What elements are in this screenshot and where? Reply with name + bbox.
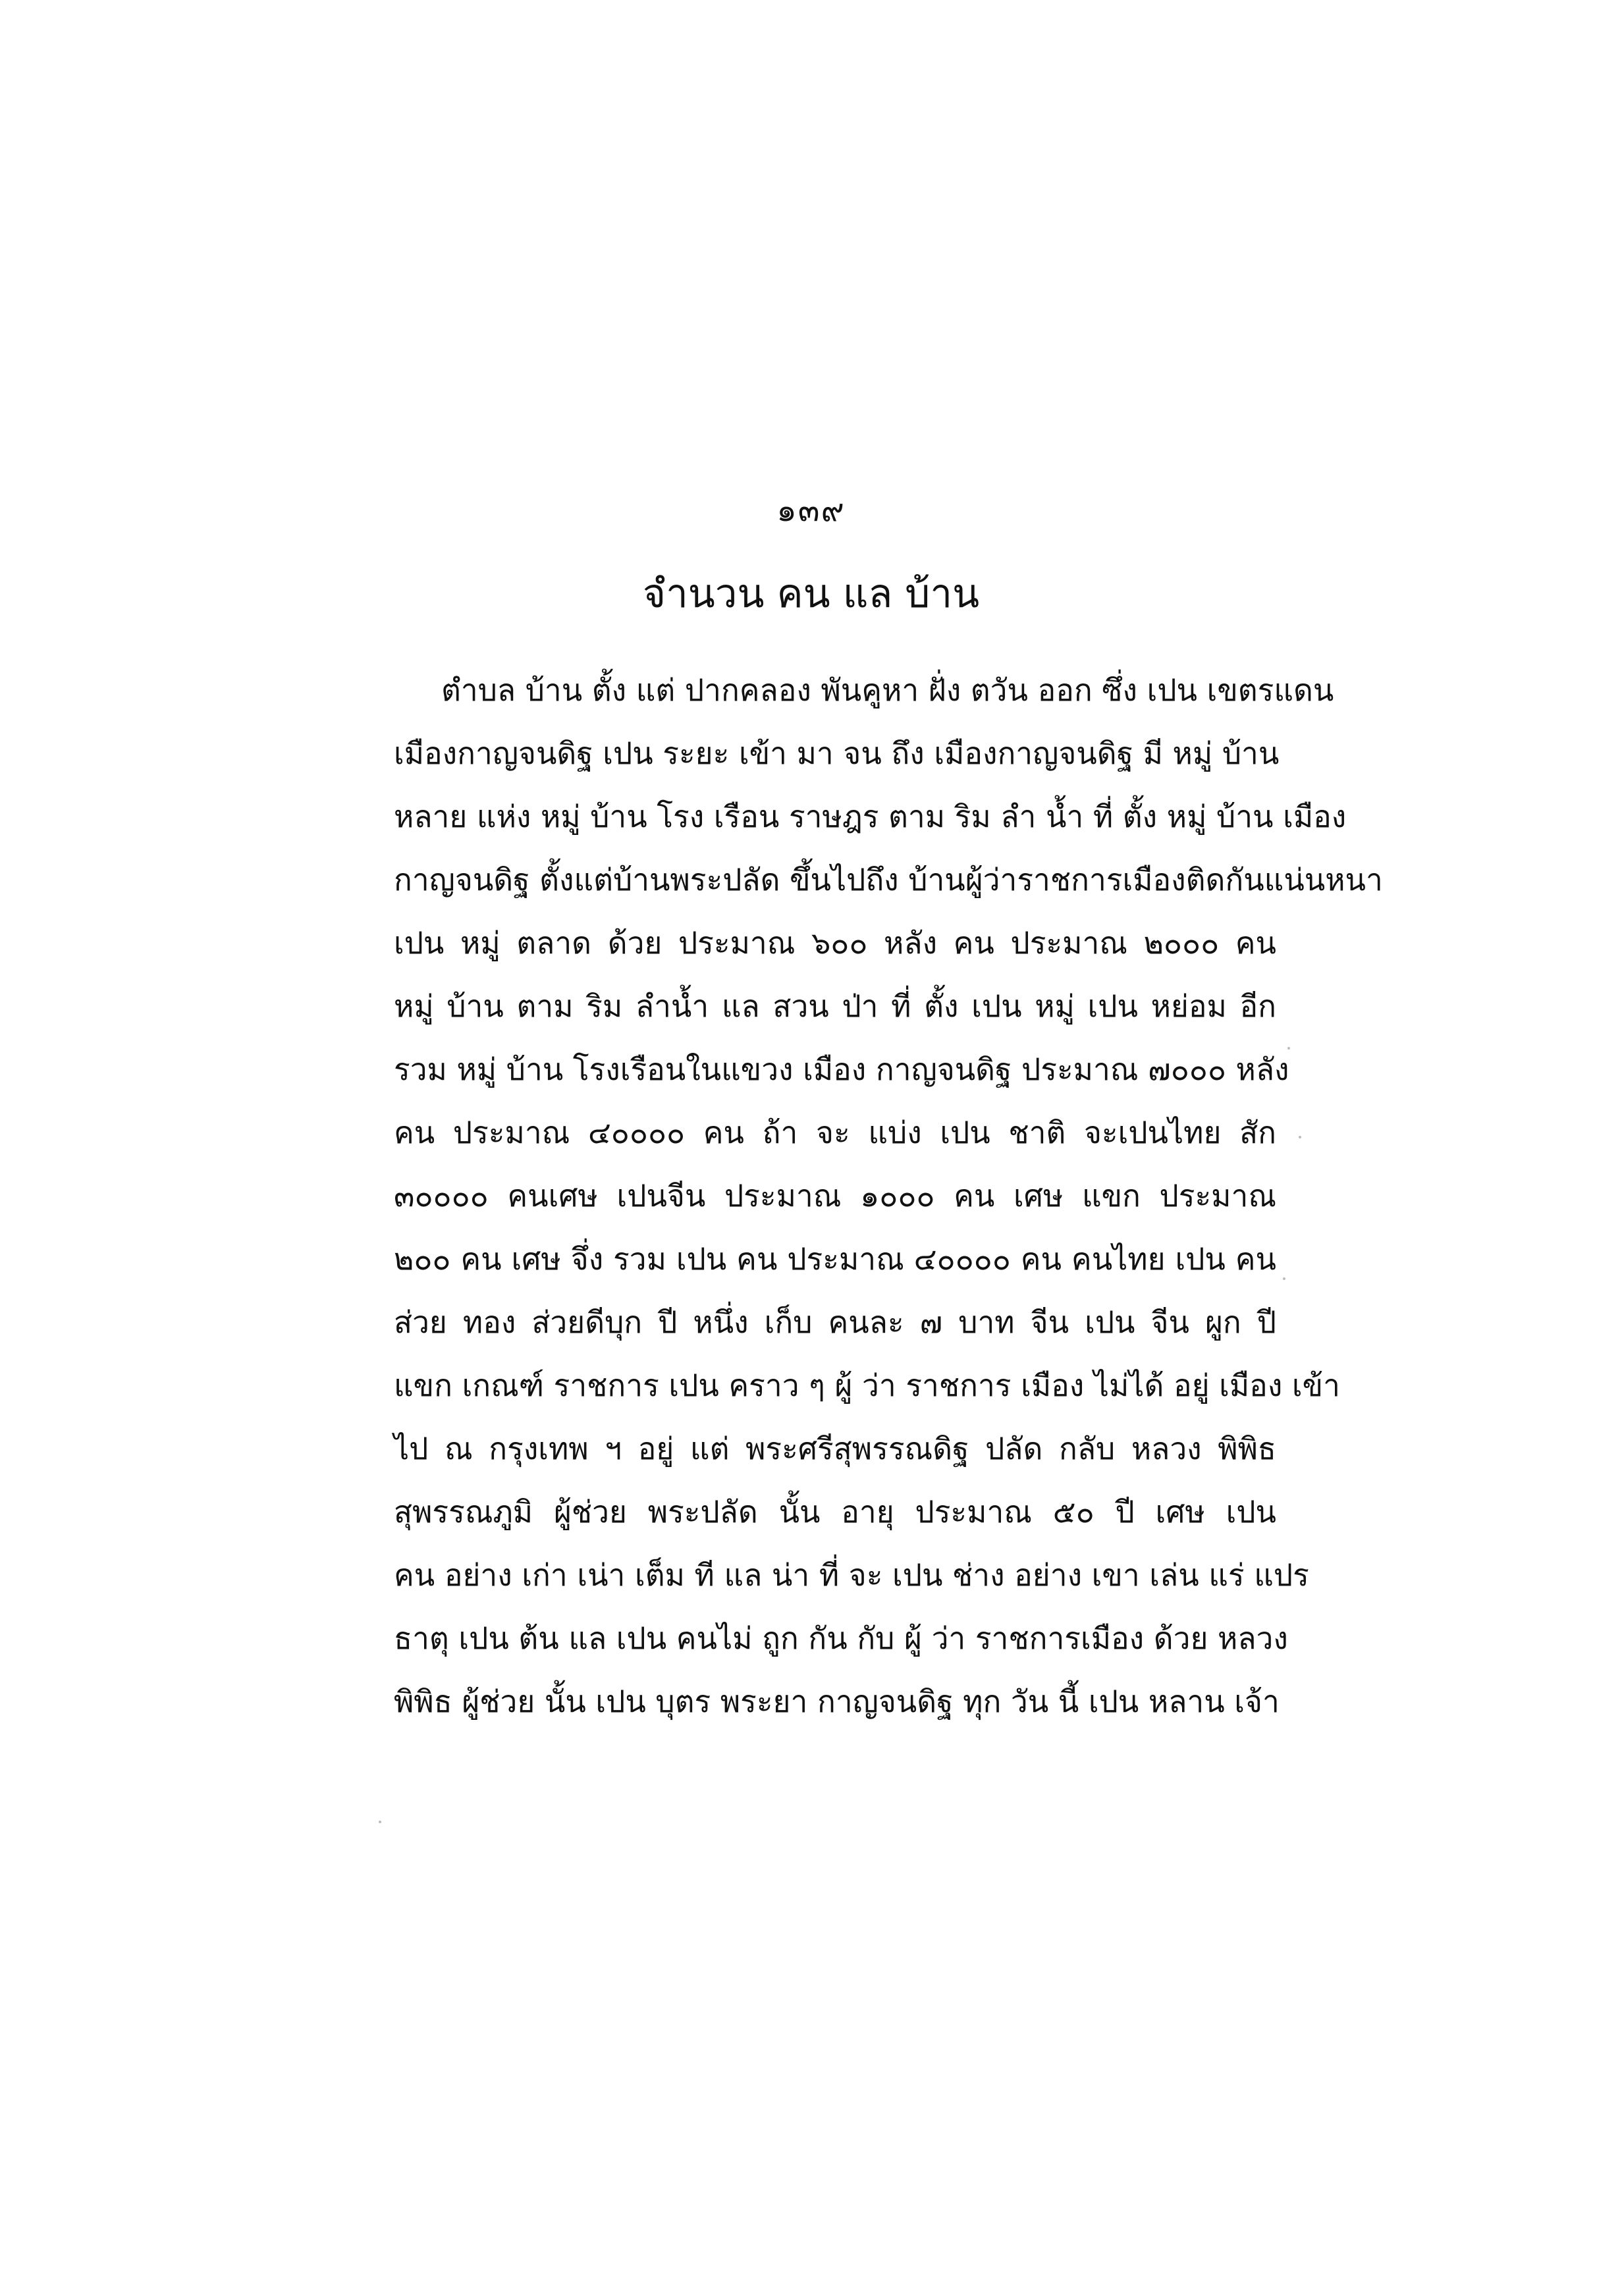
text-line: คน อย่าง เก่า เน่า เต็ม ที แล น่า ที่ จะ เปน ช่าง อย่าง เขา เล่น แร่ แปร <box>394 1557 1309 1593</box>
text-line: แขก เกณฑ์ ราชการ เปน คราว ๆ ผู้ ว่า ราชการ เมือง ไม่ได้ อยู่ เมือง เข้า <box>394 1368 1340 1403</box>
text-line: ตำบล บ้าน ตั้ง แต่ ปากคลอง พันคูหา ฝั่ง ตวัน ออก ซึ่ง เปน เขตรแดน <box>441 672 1334 708</box>
text-line: ๒๐๐ คน เศษ จึ่ง รวม เปน คน ประมาณ ๔๐๐๐๐ คน คนไทย เปน คน <box>394 1241 1276 1277</box>
scan-speck <box>1287 1047 1290 1050</box>
text-line: กาญจนดิฐ ตั้งแต่บ้านพระปลัด ขึ้นไปถึง บ้านผู้ว่าราชการเมืองติดกันแน่นหนา <box>394 862 1383 897</box>
page-title: จำนวน คน แล บ้าน <box>642 571 980 617</box>
scan-speck <box>1283 1277 1285 1280</box>
text-line: ส่วย ทอง ส่วยดีบุก ปี หนึ่ง เก็บ คนละ ๗ บาท จีน เปน จีน ผูก ปี <box>394 1304 1276 1340</box>
text-line: ธาตุ เปน ต้น แล เปน คนไม่ ถูก กัน กับ ผู้ ว่า ราชการเมือง ด้วย หลวง <box>394 1620 1288 1656</box>
page-number: ๑๓๙ <box>776 492 846 529</box>
scan-speck <box>379 1821 381 1823</box>
text-line: เมืองกาญจนดิฐ เปน ระยะ เข้า มา จน ถึง เมืองกาญจนดิฐ มี หมู่ บ้าน <box>394 735 1280 771</box>
text-line: รวม หมู่ บ้าน โรงเรือนในแขวง เมือง กาญจนดิฐ ประมาณ ๗๐๐๐ หลัง <box>394 1052 1289 1087</box>
text-line: ๓๐๐๐๐ คนเศษ เปนจีน ประมาณ ๑๐๐๐ คน เศษ แขก ประมาณ <box>394 1178 1276 1214</box>
scan-speck <box>1299 1136 1301 1138</box>
text-line: พิพิธ ผู้ช่วย นั้น เปน บุตร พระยา กาญจนดิฐ ทุก วัน นี้ เปน หลาน เจ้า <box>394 1684 1280 1719</box>
text-line: ไป ณ กรุงเทพ ฯ อยู่ แต่ พระศรีสุพรรณดิฐ ปลัด กลับ หลวง พิพิธ <box>394 1431 1276 1466</box>
text-line: คน ประมาณ ๔๐๐๐๐ คน ถ้า จะ แบ่ง เปน ชาติ จะเปนไทย สัก <box>394 1115 1276 1150</box>
body-text <box>394 658 1383 1733</box>
text-line: หลาย แห่ง หมู่ บ้าน โรง เรือน ราษฎร ตาม ริม ลำ น้ำ ที่ ตั้ง หมู่ บ้าน เมือง <box>394 799 1347 834</box>
text-line: สุพรรณภูมิ ผู้ช่วย พระปลัด นั้น อายุ ประมาณ ๕๐ ปี เศษ เปน <box>394 1494 1276 1530</box>
text-line: เปน หมู่ ตลาด ด้วย ประมาณ ๖๐๐ หลัง คน ประมาณ ๒๐๐๐ คน <box>394 925 1276 961</box>
text-line: หมู่ บ้าน ตาม ริม ลำน้ำ แล สวน ป่า ที่ ตั้ง เปน หมู่ เปน หย่อม อีก <box>394 988 1276 1024</box>
